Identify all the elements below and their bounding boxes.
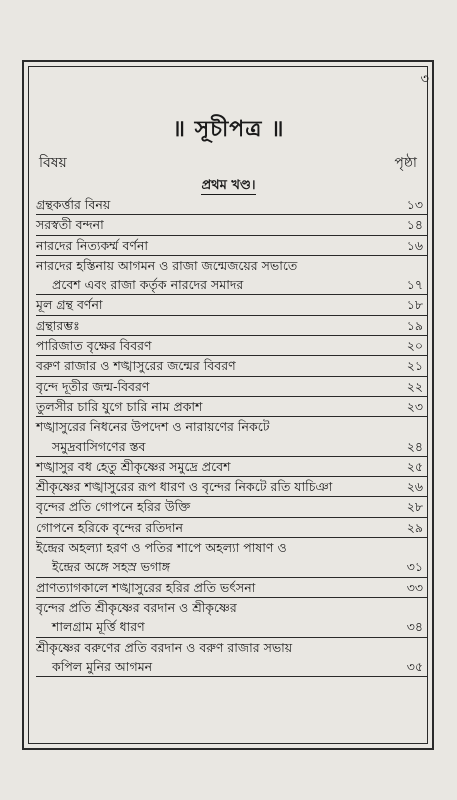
toc-entry xyxy=(36,497,427,517)
toc-entry xyxy=(36,356,427,376)
toc-entry-page: ২৮ xyxy=(406,499,423,515)
toc-entry-page: ২৪ xyxy=(406,438,423,454)
toc-entry-title-continued: ইন্দ্রের অঙ্গে সহস্র ভগাঙ্গ xyxy=(52,559,171,575)
toc-entry xyxy=(36,215,427,235)
toc-entry xyxy=(36,377,427,397)
toc-entry-title: বৃন্দের প্রতি শ্রীকৃষ্ণের বরদান ও শ্রীকৃষ্ণের xyxy=(36,599,237,615)
toc-entry xyxy=(36,477,427,497)
toc-entry xyxy=(36,598,427,638)
toc-entry-page: ২৬ xyxy=(406,479,423,495)
toc-entry xyxy=(36,336,427,356)
column-header-subject: বিষয় xyxy=(39,155,67,171)
toc-entry-page: ১৮ xyxy=(406,297,423,313)
toc-entry-page: ৩১ xyxy=(406,559,423,575)
toc-entry-page: ২২ xyxy=(406,378,423,394)
toc-entry-page: ১৭ xyxy=(406,277,423,293)
page-number: ৩ xyxy=(420,72,429,87)
toc-entry xyxy=(36,538,427,578)
toc-entry-title: শ্রীকৃষ্ণের বরুণের প্রতি বরদান ও বরুণ রাজার সভায় xyxy=(36,639,293,655)
toc-entry xyxy=(36,578,427,598)
toc-entry xyxy=(36,256,427,296)
toc-entry-title: বৃন্দের প্রতি গোপনে হরির উক্তি xyxy=(36,499,191,515)
toc-entry-title: শঙ্খাসুরের নিধনের উপদেশ ও নারায়ণের নিকটে xyxy=(36,419,270,435)
toc-entry-title: শ্রীকৃষ্ণের শঙ্খাসুরের রূপ ধারণ ও বৃন্দের নিকটে রতি যাচিঞা xyxy=(36,479,333,495)
toc-entry-page: ৩৩ xyxy=(406,579,423,595)
toc-entry-page: ৩৪ xyxy=(406,619,423,635)
toc-entry-page: ২০ xyxy=(406,338,423,354)
toc-entry-title: সরস্বতী বন্দনা xyxy=(36,217,104,233)
toc-entry-page: ১৪ xyxy=(406,217,423,233)
toc-entry-page: ২৯ xyxy=(406,519,423,535)
toc-entry-title: বৃন্দে দূতীর জন্ম-বিবরণ xyxy=(36,378,150,394)
toc-entry-title: নারদের নিত্যকর্ম্ম বর্ণনা xyxy=(36,237,149,253)
toc-entry-title: ইন্দ্রের অহল্যা হরণ ও পতির শাপে অহল্যা পাষাণ ও xyxy=(36,540,287,556)
toc-entry-title: গোপনে হরিকে বৃন্দের রতিদান xyxy=(36,519,183,535)
toc-entry-title-continued: কপিল মুনির আগমন xyxy=(52,658,153,674)
toc-entry xyxy=(36,236,427,256)
toc-entry-title: গ্রন্থারম্ভঃ xyxy=(36,317,80,333)
toc-entry-page: ৩৫ xyxy=(406,658,423,674)
toc-entry xyxy=(36,417,427,457)
toc-entry-page: ২৩ xyxy=(406,398,423,414)
toc-entry-page: ২৫ xyxy=(406,458,423,474)
toc-entry xyxy=(36,518,427,538)
toc-entry xyxy=(36,457,427,477)
section-heading xyxy=(0,176,457,197)
toc-entry-title-continued: প্রবেশ এবং রাজা কর্তৃক নারদের সমাদর xyxy=(52,277,244,293)
toc-entry-page: ১৯ xyxy=(406,317,423,333)
toc-entry-title: পারিজাত বৃক্ষের বিবরণ xyxy=(36,338,152,354)
toc-entry-page: ১৬ xyxy=(406,237,423,253)
toc-entry-title: নারদের হস্তিনায় আগমন ও রাজা জন্মেজয়ের সভাতে xyxy=(36,257,298,273)
toc-entry-page: ২১ xyxy=(406,358,423,374)
toc-entry xyxy=(36,316,427,336)
toc-entry xyxy=(36,295,427,315)
toc-entry-title: তুলসীর চারি যুগে চারি নাম প্রকাশ xyxy=(36,398,203,414)
toc-entry xyxy=(36,638,427,678)
toc-entry xyxy=(36,195,427,215)
toc-entry-title: প্রাণত্যাগকালে শঙ্খাসুরের হরির প্রতি ভর্ৎসনা xyxy=(36,579,256,595)
toc-entry xyxy=(36,397,427,417)
column-header-page: পৃষ্ঠা xyxy=(394,155,417,171)
page-title: ॥ সূচীপত্র ॥ xyxy=(172,117,285,142)
toc-entry-page: ১৩ xyxy=(406,197,423,212)
section-heading-text: প্রথম খণ্ড। xyxy=(201,178,256,193)
toc-entry-title-continued: সমুদ্রবাসিগণের স্তব xyxy=(52,438,146,454)
toc-entry-title: বরুণ রাজার ও শঙ্খাসুরের জন্মের বিবরণ xyxy=(36,358,236,374)
toc-entry-title: শঙ্খাসুর বধ হেতু শ্রীকৃষ্ণের সমুদ্রে প্রবেশ xyxy=(36,458,231,474)
table-of-contents xyxy=(36,195,427,677)
toc-entry-title: গ্রন্থকর্ত্তার বিনয় xyxy=(36,197,111,212)
toc-entry-title: মূল গ্রন্থ বর্ণনা xyxy=(36,297,103,313)
toc-entry-title-continued: শালগ্রাম মূর্ত্তি ধারণ xyxy=(52,619,145,635)
